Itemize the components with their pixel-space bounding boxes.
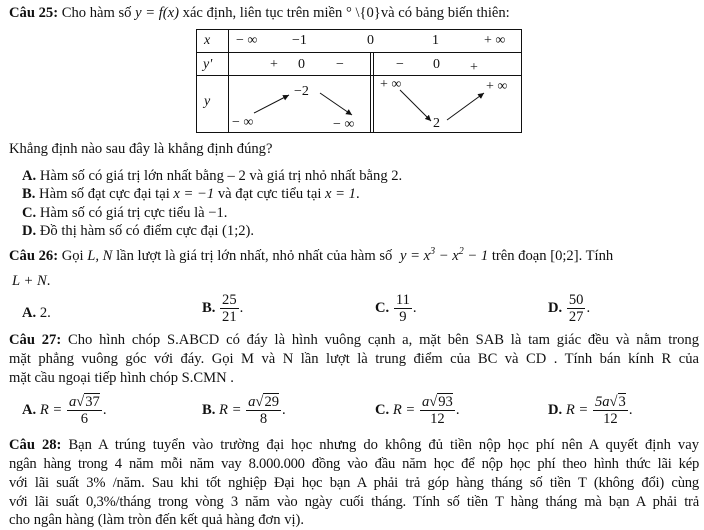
option-tail: . (628, 401, 633, 418)
denominator: 9 (399, 309, 407, 325)
q28-stem-line2: ngân hàng trong 4 năm mỗi năm vay 8.000.000 đồng vào đầu năm học để nộp học phí theo hình thức lãi kép (9, 456, 699, 472)
q26-option-d[interactable] (548, 292, 590, 325)
yp-sign: + (470, 60, 478, 75)
q26-func: − 1 (463, 248, 489, 264)
option-text: Hàm số có giá trị lớn nhất bằng – 2 và giá trị nhỏ nhất bằng 2. (39, 168, 403, 184)
q28-stem-line3: với lãi suất 3% /năm. Sau khi tốt nghiệp Đại học bạn A phải trả góp hàng tháng số tiền T (không đổi) cùng (9, 475, 699, 491)
option-letter: B. (202, 401, 216, 418)
q28-stem-line1 (9, 436, 699, 455)
coefficient: a (68, 394, 77, 410)
option-letter: C. (22, 205, 37, 221)
arrow-down-1 (320, 93, 352, 115)
option-letter: A. (22, 401, 37, 418)
radicand: 37 (85, 394, 100, 410)
coefficient: 5a (594, 394, 610, 410)
option-letter: A. (22, 168, 37, 184)
yp-sign: − (396, 57, 404, 72)
fraction: $\frac{a√93}{12}$ (421, 394, 453, 427)
y-value: + ∞ (486, 79, 508, 94)
q27-stem-line1 (9, 331, 699, 350)
fraction (567, 292, 586, 325)
q27-text: Cho hình chóp S.ABCD có đáy là hình vuông cạnh a, mặt bên SAB là tam giác đều và nằm trong (68, 332, 699, 348)
option-letter: C. (375, 299, 390, 316)
q28-text: Bạn A trúng tuyển vào trường đại học nhưng do không đủ tiền nộp học phí nên A quyết định vay (68, 437, 699, 453)
q26-stem-line1 (9, 247, 613, 266)
option-tail: . (455, 401, 460, 418)
arrow-down-2 (400, 90, 431, 121)
row-label-yp: y' (203, 57, 213, 72)
denominator: 21 (222, 309, 237, 325)
q26-stem-line2 (12, 272, 50, 291)
q26-func: − x (435, 248, 459, 264)
option-text: . (355, 186, 360, 202)
q26-interval: [0;2] (550, 248, 579, 264)
q25-stem-mid: xác định, liên tục trên miền (182, 5, 343, 21)
q26-stem: Gọi (61, 248, 84, 264)
denominator: 6 (80, 411, 89, 427)
option-math: x = 1 (325, 186, 356, 202)
y-value: − ∞ (333, 117, 355, 132)
q27-option-c[interactable] (375, 394, 460, 427)
x-value: −1 (292, 33, 307, 48)
option-lhs: R = (219, 401, 242, 418)
q27-option-a[interactable] (22, 394, 107, 427)
option-text: Hàm số đạt cực đại tại (39, 186, 170, 202)
radicand: 29 (264, 394, 280, 410)
q26-stem: . Tính (578, 248, 614, 264)
q26-func: y = x (399, 248, 431, 264)
option-math: x = −1 (173, 186, 215, 202)
denominator: 12 (430, 411, 445, 427)
y-value: −2 (294, 84, 309, 99)
fraction: $\frac{a√37}{6}$ (68, 394, 100, 427)
denominator: 27 (568, 309, 584, 325)
fraction: $\frac{a√29}{8}$ (248, 394, 280, 427)
option-text: Hàm số có giá trị cực tiểu là −1. (39, 205, 228, 221)
fraction (394, 292, 412, 325)
q27-label: Câu 27: (9, 332, 62, 348)
yp-sign: + (270, 57, 278, 72)
q25-stem (9, 4, 510, 23)
q25-option-b[interactable] (22, 185, 360, 204)
q28-stem-line4: với lãi suất 0,3%/tháng trong vòng 3 năm vào ngày cuối tháng. Tính số tiền T hàng tháng mà bạn A phải trả (9, 494, 699, 510)
q26-label: Câu 26: (9, 248, 59, 264)
option-letter: D. (22, 223, 37, 239)
q26-option-c[interactable] (375, 292, 417, 325)
option-letter: B. (22, 186, 36, 202)
numerator: 11 (395, 292, 410, 308)
q26-option-b[interactable] (202, 292, 243, 325)
option-lhs: R = (392, 401, 416, 418)
yp-zero: 0 (298, 57, 305, 72)
arrow-up-2 (447, 93, 484, 120)
q25-question: Khẳng định nào sau đây là khẳng định đúng? (9, 141, 273, 157)
q26-vars: L, N (87, 248, 113, 264)
option-math: (1;2) (222, 223, 251, 239)
q25-stem-suffix: và có bảng biến thiên: (380, 5, 510, 21)
option-tail: . (282, 401, 286, 418)
q25-stem-prefix: Cho hàm số (61, 5, 132, 21)
x-value: + ∞ (484, 33, 506, 48)
option-lhs: R = (39, 401, 63, 418)
q27-option-d[interactable] (548, 394, 633, 427)
row-label-x: x (204, 33, 211, 48)
option-letter: A. (22, 305, 37, 321)
q26-exp: 2 (458, 246, 464, 258)
q26-expr-tail: . (46, 273, 51, 289)
option-letter: B. (202, 299, 216, 316)
option-letter: D. (548, 299, 563, 316)
arrow-up-1 (254, 95, 289, 113)
yp-zero: 0 (433, 57, 440, 72)
x-value: 0 (367, 33, 374, 48)
option-tail: . (102, 401, 107, 418)
x-value: 1 (432, 33, 439, 48)
option-value: 2 (39, 305, 48, 321)
q26-expr: L + N (12, 273, 47, 289)
denominator: 8 (259, 411, 268, 427)
radicand: 93 (438, 394, 453, 410)
option-letter: C. (375, 401, 390, 418)
q26-exp: 3 (430, 246, 436, 258)
q27-stem-line3: mặt cầu ngoại tiếp hình chóp S.CMN . (9, 370, 234, 386)
variation-table (196, 29, 522, 133)
q26-stem: trên đoạn (491, 248, 547, 264)
q25-label: Câu 25: (9, 5, 59, 21)
fraction (220, 292, 239, 325)
y-value: − ∞ (232, 115, 254, 130)
option-lhs: R = (565, 401, 589, 418)
option-tail: . (47, 305, 51, 321)
y-value: + ∞ (380, 77, 402, 92)
q26-option-a[interactable] (22, 304, 51, 323)
q25-func: y = f(x) (135, 5, 179, 21)
q28-label: Câu 28: (9, 437, 62, 453)
denominator: 12 (603, 411, 618, 427)
option-tail: . (586, 299, 591, 316)
row-label-y: y (204, 94, 211, 109)
q26-stem: lần lượt là giá trị lớn nhất, nhỏ nhất của hàm số (116, 248, 393, 264)
radicand: 3 (618, 394, 626, 410)
fraction: $\frac{5a√3}{12}$ (594, 394, 626, 427)
option-text: Đồ thị hàm số có điểm cực đại (39, 223, 219, 239)
q27-stem-line2: mặt phẳng vuông góc với đáy. Gọi M và N lần lượt là trung điểm của BC và CD . Tính bán kính R của (9, 351, 699, 367)
option-tail: . (239, 299, 244, 316)
coefficient: a (248, 394, 256, 410)
option-text: . (250, 223, 255, 239)
x-value: − ∞ (236, 33, 258, 48)
coefficient: a (421, 394, 430, 410)
yp-sign: − (336, 57, 344, 72)
q25-option-d[interactable] (22, 222, 254, 241)
q28-stem-line5: cho ngân hàng (làm tròn đến kết quả hàng đơn vị). (9, 512, 305, 528)
q25-option-c[interactable] (22, 204, 227, 223)
option-tail: . (412, 299, 417, 316)
q25-option-a[interactable] (22, 167, 402, 186)
option-letter: D. (548, 401, 563, 418)
numerator: 50 (568, 292, 584, 308)
q27-option-b[interactable] (202, 394, 286, 427)
q25-domain: ° \{0} (345, 5, 381, 21)
option-text: và đạt cực tiểu tại (217, 186, 322, 202)
y-value: 2 (433, 116, 440, 131)
numerator: 25 (222, 292, 237, 308)
